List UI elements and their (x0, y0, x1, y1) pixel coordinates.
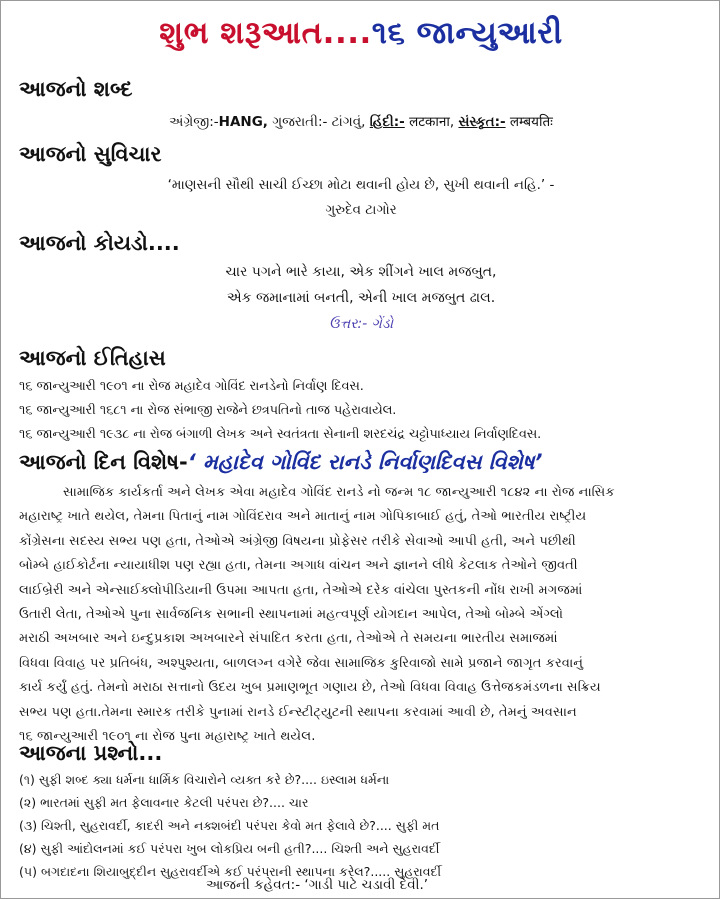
question-item: (૧) સુફી શબ્દ ક્યા ધર્મના ધાર્મિક વિચારોને વ્યક્ત કરે છે?.... ઇસ્લામ ધર્મના (19, 772, 390, 787)
thought-heading: આજનો સુવિચાર (19, 142, 162, 166)
paragraph-line: બોમ્બે હાઈકોર્ટના ન્યાયાધીશ પણ રહ્યા હતા, તેમના અગાધ વાંચન અને જ્ઞાનને લીધે કેટલાક તેઓને જીવતી (19, 558, 578, 574)
word-translations (1, 112, 720, 130)
riddle-answer: ઉત્તર:- ગેંડો (328, 316, 394, 332)
history-item: ૧૬ જાન્યુઆરી ૧૯૩૮ ના રોજ બંગાળી લેખક અને સ્વતંત્રતા સેનાની શરદચંદ્ર ચટ્ટોપાધ્યાય નિર્વાણદિવસ. (19, 427, 542, 442)
history-heading: આજનો ઈતિહાસ (19, 346, 166, 370)
paragraph-line: લાઈબ્રેરી અને એન્સાઈક્લોપીડિયાની ઉપમા આપતા હતા, તેઓએ દરેક વાંચેલા પુસ્તકની નોંધ રાખી મગજમાં (19, 582, 583, 598)
sanskrit-value: लम्बयतिः (509, 114, 553, 130)
paragraph-line: સામાજિક કાર્યકર્તા અને લેખક એવા મહાદેવ ગોવિંદ રાનડે નો જન્મ ૧૮ જાન્યુઆરી ૧૮૪૨ ના રોજ નાસિક (63, 485, 615, 500)
question-item: (૪) સુફી આંદોલનમાં કઈ પરંપરા ખુબ લોકપ્રિય બની હતી?.... ચિશ્તી અને સુહરાવર્દી (19, 841, 440, 856)
special-subject: ‘ મહાદેવ ગોવિંદ રાનડે નિર્વાણદિવસ વિશેષ’ (187, 450, 543, 474)
word-heading: આજનો શબ્દ (19, 77, 133, 101)
title-date: ૧૬ જાન્યુઆરી (371, 15, 563, 51)
paragraph-line: વિધવા વિવાહ પર પ્રતિબંધ, અશ્પુશ્યતા, બાળલગ્ન વગેરે જેવા સામાજિક કુરિવાજો સામે પ્રજાને જાગૃત કરવાનું (19, 655, 584, 671)
title-greeting: શુભ શરૂઆત.... (159, 15, 372, 51)
english-value: HANG, (218, 114, 268, 130)
sanskrit-label: સંસ્કૃત:- (458, 114, 506, 130)
hindi-label: હિંદી:- (369, 114, 405, 130)
gujarati-value: ટાંગવું, (331, 114, 366, 130)
question-item: (૩) ચિશ્તી, સુહરાવર્દી, કાદરી અને નક્શબંદી પરંપરા કેવો મત ફેલાવે છે?.... સુફી મત (19, 818, 440, 833)
special-heading: આજનો દિન વિશેષ- (19, 450, 188, 474)
riddle-heading: આજનો કોયડો.... (19, 231, 180, 255)
thought-text: ‘માણસની સૌથી સાચી ઈચ્છા મોટા થવાની હોય છે, સુખી થવાની નહિ.’ - (167, 177, 555, 193)
paragraph-line: ૧૬ જાન્યુઆરી ૧૯૦૧ ના રોજ પુના મહારાષ્ટ્ર ખાતે થયેલ. (19, 729, 316, 745)
paragraph-line: મરાઠી અખબાર અને ઇન્દુપ્રકાશ અખબારને સંપાદિત કરતા હતા, તેઓએ તે સમયના ભારતીય સમાજમાં (19, 631, 558, 647)
riddle-line-1: ચાર પગને ભારે કાયા, એક શીંગને ખાલ મજબુત, (225, 264, 497, 280)
question-item: (૫) બગદાદના શિયાબુદ્દીન સુહરાવર્દીએ કઈ પરંપરાની સ્થાપના કરેલ?..... સુહરાવર્દી (19, 864, 442, 879)
riddle-line-2: એક જમાનામાં બનતી, એની ખાલ મજબુત ઢાલ. (226, 290, 496, 306)
hindi-value: लटकाना, (409, 114, 455, 130)
english-label: અંગ્રેજી:- (169, 114, 219, 130)
special-paragraph (19, 481, 705, 749)
proverb: આજની કહેવત:- ‘ગાડી પાટે ચડાવી દેવી.’ (206, 877, 429, 893)
gujarati-label: ગુજરાતી:- (272, 114, 328, 130)
special-heading-row (19, 450, 543, 475)
page-title (1, 15, 720, 52)
questions-heading: આજના પ્રશ્નો... (19, 741, 163, 765)
paragraph-line: ઉતારી લેતા, તેઓએ પુના સાર્વજનિક સભાની સ્થાપનામાં મહત્વપૂર્ણ યોગદાન આપેલ, તેઓ બોમ્બે એંગ્લો (19, 607, 564, 623)
paragraph-line: કાર્ય કર્યું હતું. તેમનો મરાઠા સત્તાનો ઉદય ખુબ પ્રમાણભૂત ગણાય છે, તેઓ વિધવા વિવાહ ઉત્તેજકમંડળના સક્રિય (19, 680, 601, 696)
paragraph-line: કોંગ્રેસના સદસ્ય સભ્ય પણ હતા, તેઓએ અંગ્રેજી વિષયના પ્રોફેસર તરીકે સેવાઓ આપી હતી, અને પછીથી (19, 533, 576, 549)
history-item: ૧૬ જાન્યુઆરી ૧૬૮૧ ના રોજ સંભાજી રાજેને છત્રપતિનો તાજ પહેરાવાયેલ. (19, 403, 397, 418)
paragraph-line: સભ્ય પણ હતા.તેમના સ્મારક તરીકે પુનામાં રાનડે ઈન્સ્ટીટ્યુટની સ્થાપના કરવામાં આવી છે, તેમનું અવસાન (19, 704, 577, 720)
history-item: ૧૬ જાન્યુઆરી ૧૯૦૧ ના રોજ મહાદેવ ગોવિંદ રાનડેનો નિર્વાણ દિવસ. (19, 379, 364, 394)
paragraph-line: મહારાષ્ટ્ર ખાતે થયેલ, તેમના પિતાનું નામ ગોવિંદરાવ અને માતાનું નામ ગોપિકાબાઈ હતું, તેઓ ભારતીય રાષ્ટ્રીય (19, 509, 587, 525)
question-item: (૨) ભારતમાં સુફી મત ફેલાવનાર કેટલી પરંપરા છે?.... ચાર (19, 795, 309, 810)
thought-author: ગુરુદેવ ટાગોર (325, 202, 397, 218)
